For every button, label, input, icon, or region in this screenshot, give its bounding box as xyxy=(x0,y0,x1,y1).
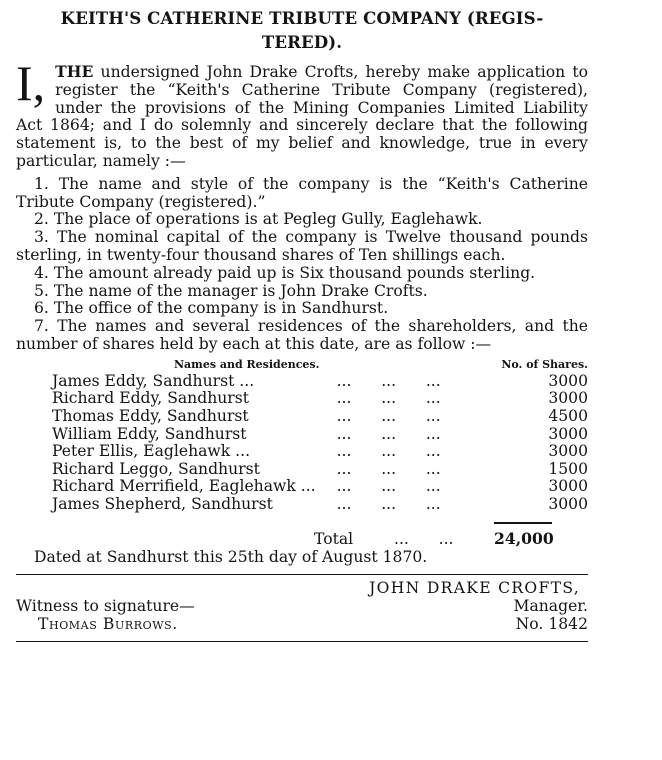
leader-dots: ... ... ... xyxy=(336,477,441,496)
shareholder-name: William Eddy, Sandhurst xyxy=(52,424,247,443)
shareholder-name: Richard Leggo, Sandhurst xyxy=(52,459,260,478)
statement-items xyxy=(16,176,588,354)
item-7: 7. The names and several residences of the shareholders, and the number of shares held by each at this date, are as follow :— xyxy=(16,317,588,353)
divider xyxy=(16,574,588,575)
item-5: 5. The name of the manager is John Drake Crofts. xyxy=(34,281,428,300)
table-row xyxy=(16,373,588,391)
shareholder-name: Peter Ellis, Eaglehawk ... xyxy=(52,442,251,461)
total-leader-dots: ... ... xyxy=(394,529,454,548)
leader-dots: ... ... ... xyxy=(336,406,441,425)
total-rule xyxy=(494,522,552,524)
intro-paragraph xyxy=(16,55,588,171)
shareholder-name: Thomas Eddy, Sandhurst xyxy=(52,406,249,425)
title-line-2: TERED). xyxy=(261,32,343,52)
share-count: 4500 xyxy=(548,406,588,425)
shareholder-name: Richard Eddy, Sandhurst xyxy=(52,389,250,408)
table-row xyxy=(16,390,588,408)
table-row xyxy=(16,443,588,461)
signatory-name: JOHN DRAKE CROFTS, xyxy=(369,578,580,597)
item-6: 6. The office of the company is in Sandhurst. xyxy=(34,299,389,318)
share-count: 3000 xyxy=(548,371,588,390)
table-row xyxy=(16,461,588,479)
total-label: Total xyxy=(314,529,354,548)
shareholder-name: James Eddy, Sandhurst ... xyxy=(52,371,255,390)
share-count: 1500 xyxy=(548,459,588,478)
share-count: 3000 xyxy=(548,477,588,496)
col-names-header: Names and Residences. xyxy=(174,357,320,371)
share-count: 3000 xyxy=(548,442,588,461)
leader-dots: ... ... ... xyxy=(336,459,441,478)
drop-cap: I, xyxy=(16,55,46,111)
signature-block xyxy=(16,597,588,615)
leader-dots: ... ... ... xyxy=(336,371,441,390)
leader-dots: ... ... ... xyxy=(336,442,441,461)
intro-text: undersigned John Drake Crofts, hereby make application to register the “Keith's Catherine Tribute Company (registered), under the provisions of the Mining Companies Limited Liability Act 1864; and I do solemnly and sincerely declare that the following statement is, to the best of my belief and knowledge, true in every particular, namely :— xyxy=(16,63,588,170)
notice xyxy=(16,6,588,642)
item-4: 4. The amount already paid up is Six thousand pounds sterling. xyxy=(34,263,536,282)
share-count: 3000 xyxy=(548,494,588,513)
shareholder-table-header xyxy=(16,358,588,371)
leader-dots: ... ... ... xyxy=(336,494,441,513)
item-1: 1. The name and style of the company is the “Keith's Catherine Tribute Company (registered).” xyxy=(16,174,588,211)
bottom-divider xyxy=(16,641,588,642)
witness-label: Witness to signature— xyxy=(16,596,195,615)
table-row xyxy=(16,496,588,514)
intro-lead: THE xyxy=(55,62,94,81)
notice-title xyxy=(16,6,588,54)
total-row xyxy=(16,530,588,548)
table-row xyxy=(16,408,588,426)
share-count: 3000 xyxy=(548,424,588,443)
total-value: 24,000 xyxy=(494,528,554,548)
shareholder-name: Richard Merrifield, Eaglehawk ... xyxy=(52,477,316,496)
table-row xyxy=(16,478,588,496)
signatory-role: Manager. xyxy=(513,596,588,615)
witness-name: Thomas Burrows. xyxy=(38,614,178,633)
shareholder-table xyxy=(16,373,588,514)
leader-dots: ... ... ... xyxy=(336,389,441,408)
leader-dots: ... ... ... xyxy=(336,424,441,443)
dated-line: Dated at Sandhurst this 25th day of August 1870. xyxy=(34,547,428,566)
table-row xyxy=(16,426,588,444)
item-2: 2. The place of operations is at Pegleg Gully, Eaglehawk. xyxy=(34,210,483,229)
shareholder-name: James Shepherd, Sandhurst xyxy=(52,494,273,513)
item-3: 3. The nominal capital of the company is Twelve thousand pounds sterling, in twenty-four thousand shares of Ten shillings each. xyxy=(16,228,588,264)
share-count: 3000 xyxy=(548,389,588,408)
notice-number: No. 1842 xyxy=(515,614,588,633)
signature-block-2 xyxy=(16,615,588,633)
title-line-1: KEITH'S CATHERINE TRIBUTE COMPANY (REGIS- xyxy=(60,8,544,28)
col-shares-header: No. of Shares. xyxy=(501,357,588,371)
